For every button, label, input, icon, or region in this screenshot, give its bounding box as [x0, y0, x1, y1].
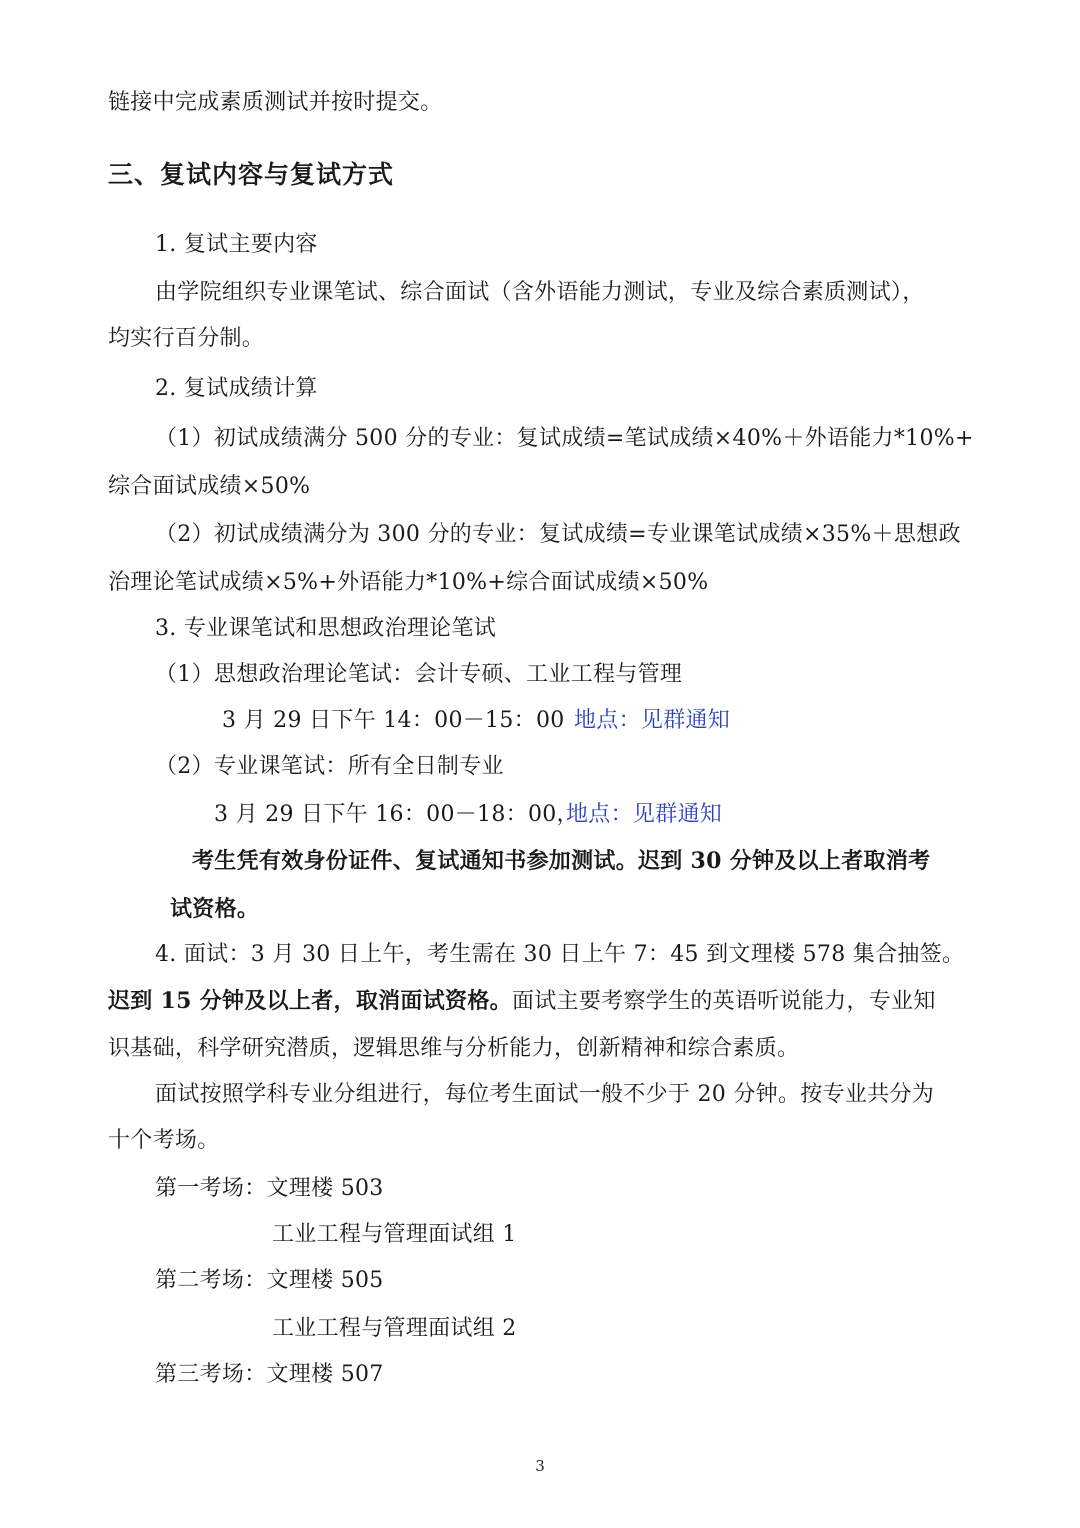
exam-notice: 考生凭有效身份证件、复试通知书参加测试。迟到 30 分钟及以上者取消考: [192, 848, 931, 874]
exam-room: 第二考场：文理楼 505: [155, 1268, 384, 1293]
paragraph-line: 十个考场。: [108, 1128, 220, 1153]
paragraph-line: 均实行百分制。: [108, 326, 265, 351]
exam-time: 3 月 29 日下午 16：00－18：00，: [214, 802, 579, 827]
paragraph-line: 识基础，科学研究潜质，逻辑思维与分析能力，创新精神和综合素质。: [108, 1036, 800, 1061]
exam-room-group: 工业工程与管理面试组 1: [272, 1222, 517, 1247]
paragraph-line: 面试按照学科专业分组进行，每位考生面试一般不少于 20 分钟。按专业共分为: [155, 1082, 935, 1107]
exam-location: 地点：见群通知: [574, 708, 731, 733]
interview-description: 面试主要考察学生的英语听说能力，专业知: [511, 989, 936, 1014]
late-notice: 迟到 15 分钟及以上者，取消面试资格。: [108, 988, 512, 1014]
formula-line: （1）初试成绩满分 500 分的专业：复试成绩=笔试成绩×40%＋外语能力*10%+: [155, 426, 974, 451]
formula-line: （2）初试成绩满分为 300 分的专业：复试成绩=专业课笔试成绩×35%＋思想政: [155, 522, 961, 547]
exam-location: 地点：见群通知: [566, 802, 723, 827]
subsection-title: 1. 复试主要内容: [155, 232, 318, 257]
formula-line: 治理论笔试成绩×5%+外语能力*10%+综合面试成绩×50%: [108, 570, 709, 595]
section-heading: 三、复试内容与复试方式: [108, 160, 395, 189]
paragraph-line: 由学院组织专业课笔试、综合面试（含外语能力测试，专业及综合素质测试），: [155, 280, 925, 305]
paragraph-line: 链接中完成素质测试并按时提交。: [108, 90, 443, 115]
exam-room-group: 工业工程与管理面试组 2: [272, 1316, 517, 1341]
paragraph-line: [108, 986, 936, 1017]
exam-time: 3 月 29 日下午 14：00－15：00: [222, 708, 565, 733]
subsection-title: 3. 专业课笔试和思想政治理论笔试: [155, 616, 497, 641]
paragraph-line: 4. 面试：3 月 30 日上午，考生需在 30 日上午 7：45 到文理楼 578 集合抽签。: [155, 942, 965, 967]
exam-room: 第一考场：文理楼 503: [155, 1176, 384, 1201]
formula-line: 综合面试成绩×50%: [108, 474, 311, 499]
exam-item: （1）思想政治理论笔试：会计专硕、工业工程与管理: [155, 662, 683, 687]
exam-notice: 试资格。: [170, 896, 260, 922]
exam-room: 第三考场：文理楼 507: [155, 1362, 384, 1387]
page-number: 3: [535, 1457, 545, 1475]
exam-item: （2）专业课笔试：所有全日制专业: [155, 754, 504, 779]
subsection-title: 2. 复试成绩计算: [155, 376, 318, 401]
